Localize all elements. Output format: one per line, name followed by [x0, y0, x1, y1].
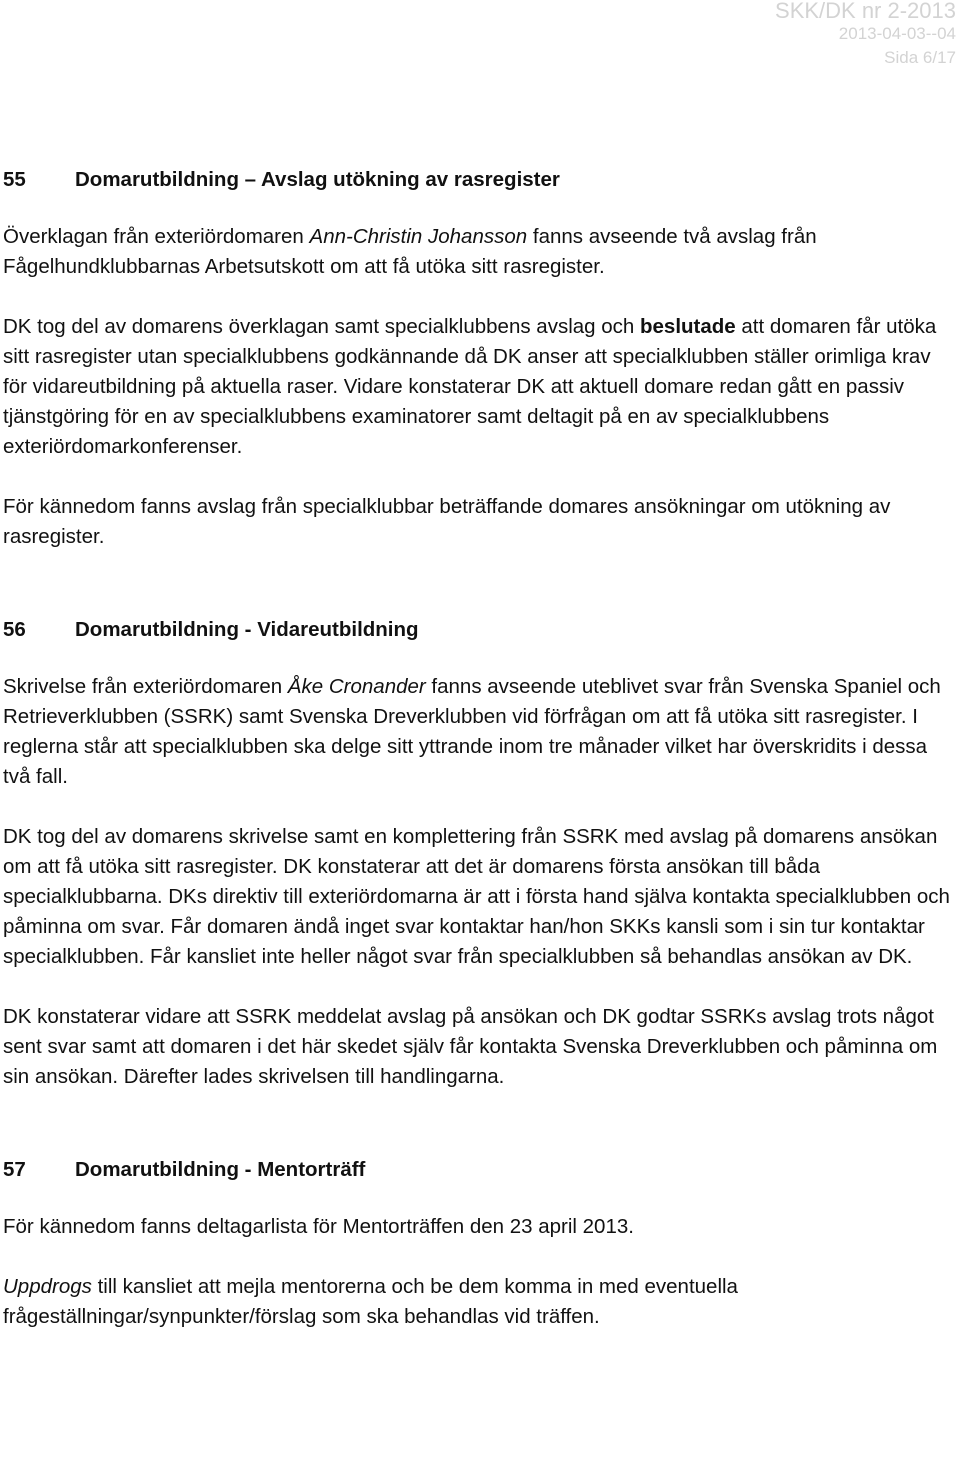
decision-keyword: beslutade — [640, 315, 736, 338]
section-heading-57 — [3, 1150, 953, 1190]
paragraph: DK tog del av domarens skrivelse samt en komplettering från SSRK med avslag på domarens ansökan om att få utöka sitt rasregister. DK konstaterar att det är domarens första ansökan till båda specialklubbarna. DKs direktiv till exteriördomarna är att i första hand själva kontakta specialklubben och påminna om svar. Får domaren ändå inget svar kontaktar han/hon SKKs kansli som i sin tur kontaktar specialklubben. Får kansliet inte heller något svar från specialklubben så behandlas ansökan av DK. — [3, 825, 950, 968]
person-name: Åke Cronander — [287, 675, 426, 698]
paragraph: DK konstaterar vidare att SSRK meddelat avslag på ansökan och DK godtar SSRKs avslag trots något sent svar samt att domaren i det här skedet själv får kontakta Svenska Dreverklubben och påminna om sin ansökan. Därefter lades skrivelsen till handlingarna. — [3, 1005, 938, 1088]
section-heading-55 — [3, 160, 953, 200]
section-title: Domarutbildning - Mentorträff — [75, 1158, 366, 1181]
section-title: Domarutbildning – Avslag utökning av rasregister — [75, 168, 560, 191]
paragraph: Skrivelse från exteriördomaren Åke Cronander fanns avseende uteblivet svar från Svenska Spaniel och Retrieverklubben (SSRK) samt Svenska Dreverklubben vid förfrågan om att få utöka sitt rasregister. I reglerna står att specialklubben ska delge sitt yttrande inom tre månader vilket har överskridits i dessa två fall. — [3, 675, 941, 788]
document-body — [3, 160, 953, 1332]
page-header — [775, 0, 956, 70]
paragraph: Överklagan från exteriördomaren Ann-Christin Johansson fanns avseende två avslag från Fågelhundklubbarnas Arbetsutskott om att få utöka sitt rasregister. — [3, 225, 817, 278]
person-name: Ann-Christin Johansson — [309, 225, 528, 248]
section-heading-56 — [3, 610, 953, 650]
section-number: 56 — [3, 618, 26, 641]
paragraph: För kännedom fanns deltagarlista för Mentorträffen den 23 april 2013. — [3, 1215, 634, 1238]
paragraph: För kännedom fanns avslag från specialklubbar beträffande domares ansökningar om utökning av rasregister. — [3, 495, 891, 548]
section-number: 57 — [3, 1158, 26, 1181]
document-date: 2013-04-03--04 — [838, 24, 956, 43]
paragraph: DK tog del av domarens överklagan samt specialklubbens avslag och beslutade att domaren får utöka sitt rasregister utan specialklubbens godkännande då DK anser att specialklubben ställer orimliga krav för vidareutbildning på aktuella raser. Vidare konstaterar DK att aktuell domare redan gått en passiv tjänstgöring för en av specialklubbens examinatorer samt deltagit på en av specialklubbens exteriördomarkonferenser. — [3, 315, 937, 458]
paragraph: Uppdrogs till kansliet att mejla mentorerna och be dem komma in med eventuella frågeställningar/synpunkter/förslag som ska behandlas vid träffen. — [3, 1275, 738, 1328]
action-keyword: Uppdrogs — [3, 1275, 92, 1298]
document-id: SKK/DK nr 2-2013 — [775, 0, 956, 23]
section-number: 55 — [3, 168, 26, 191]
section-title: Domarutbildning - Vidareutbildning — [75, 618, 419, 641]
page-number: Sida 6/17 — [884, 48, 956, 67]
